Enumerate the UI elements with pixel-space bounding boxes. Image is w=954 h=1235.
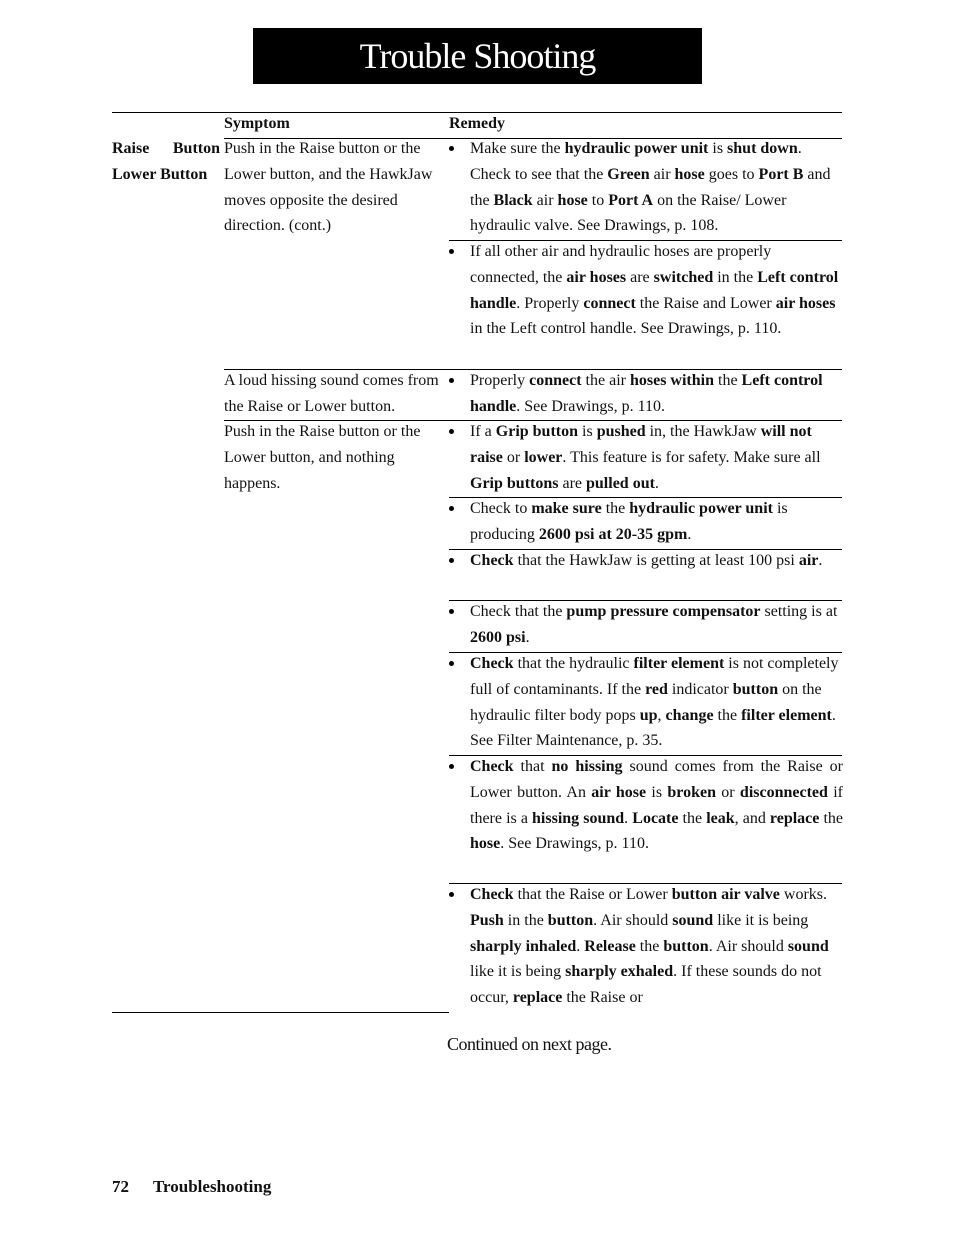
remedy-item [449, 368, 843, 420]
remedy-run-text: is [646, 783, 668, 801]
remedy-item [449, 548, 843, 574]
bullet-icon [449, 136, 463, 162]
remedy-run-text: that [513, 758, 552, 775]
remedy-bold-text: Check [470, 655, 514, 672]
footer-section: Troubleshooting [152, 1177, 272, 1196]
remedy-bold-text: sound [787, 937, 829, 955]
row-label [112, 136, 220, 188]
remedy-run-text: . See Drawings, p. 110. [516, 397, 665, 415]
remedy-run-text: that the Raise or Lower [513, 886, 672, 903]
remedy-run-text: in the Left control handle. See Drawings, p. 110. [470, 320, 782, 338]
remedy-bold-text: button [663, 937, 709, 955]
remedy-run-text: the [819, 809, 844, 827]
bullet-icon [449, 754, 463, 780]
remedy-bold-text: Grip button [495, 423, 579, 440]
remedy-run-text: setting is at [760, 603, 838, 620]
remedy-bold-text: red [645, 680, 668, 698]
remedy-bold-text: Left control handle [470, 372, 823, 415]
remedy-text [470, 496, 843, 548]
remedy-bold-text: air hose [591, 783, 647, 801]
remedy-run-text: air [649, 165, 675, 183]
remedy-text [470, 651, 843, 754]
remedy-run-text: . If these sounds do not occur, [470, 963, 822, 1007]
remedy-bold-text: Push [470, 911, 504, 929]
remedy-bold-text: 2600 psi [470, 628, 526, 646]
remedy-text [470, 239, 843, 342]
remedy-run-text: Make sure the [470, 140, 565, 157]
remedy-run-text: in the [713, 268, 758, 286]
remedy-bold-text: air hoses [566, 268, 627, 286]
remedy-bold-text: leak [706, 809, 735, 827]
remedy-run-text: that the HawkJaw is getting at least 100 psi [513, 552, 799, 569]
remedy-run-text: or [715, 783, 740, 801]
remedy-run-text: . [525, 628, 530, 646]
symptom-2: A loud hissing sound comes from the Raise or Lower button. [224, 372, 439, 415]
remedy-run-text: the [601, 500, 630, 517]
remedy-run-text: that the hydraulic [513, 655, 634, 672]
remedy-bold-text: Port B [758, 165, 804, 183]
remedy-bold-text: connect [529, 372, 582, 389]
remedy-bold-text: Black [493, 191, 533, 209]
remedy-run-text: . [576, 937, 585, 955]
remedy-run-text: . [654, 474, 659, 492]
symptom-3: Push in the Raise button or the Lower button, and nothing happens. [224, 423, 421, 492]
remedy-item [449, 651, 843, 754]
remedy-run-text: air [532, 191, 558, 209]
remedy-run-text: . See Drawings, p. 110. [500, 835, 649, 853]
remedy-run-text: Check to [470, 500, 532, 517]
remedy-bold-text: pushed [596, 423, 646, 440]
column-header-symptom: Symptom [224, 115, 290, 132]
remedy-bold-text: Port A [608, 191, 654, 209]
remedy-run-text: . Check to see that the [470, 140, 802, 183]
remedy-run-text: . Air should [593, 911, 673, 929]
remedy-run-text: goes to [704, 165, 759, 183]
remedy-bold-text: sharply exhaled [565, 963, 674, 981]
remedy-run-text: indicator [667, 680, 733, 698]
row-label-raise-button: Raise Button [112, 140, 220, 157]
remedy-run-text: the Raise and Lower [635, 294, 776, 312]
remedy-run-text: in, the HawkJaw [645, 423, 761, 440]
remedy-run-text: the air [581, 372, 630, 389]
remedy-bold-text: hydraulic power unit [629, 500, 773, 517]
remedy-run-text: the [713, 706, 742, 724]
remedy-bold-text: replace [769, 809, 820, 827]
remedy-text [470, 136, 843, 239]
remedy-bold-text: switched [653, 268, 714, 286]
remedy-run-text: are [558, 474, 586, 492]
remedy-bold-text: Release [584, 937, 636, 955]
remedy-run-text: . See Filter Maintenance, p. 35. [470, 706, 836, 750]
remedy-bold-text: button air valve [671, 886, 780, 903]
bullet-icon [449, 599, 463, 625]
remedy-bold-text: hose [557, 191, 588, 209]
remedy-run-text: is not completely full of contaminants. If the [470, 655, 839, 698]
remedy-bold-text: button [732, 680, 779, 698]
bullet-icon [449, 548, 463, 574]
remedy-run-text: to [587, 191, 609, 209]
remedy-run-text: like it is being [713, 911, 809, 929]
remedy-bold-text: filter element [741, 706, 832, 724]
remedy-bold-text: air hoses [775, 294, 836, 312]
remedy-run-text: is [578, 423, 597, 440]
remedy-bold-text: hose [674, 165, 705, 183]
remedy-run-text: . [818, 552, 823, 569]
remedy-run-text: , and [734, 809, 770, 827]
remedy-run-text: is [708, 140, 728, 157]
symptom-1: Push in the Raise button or the Lower button, and the HawkJaw moves opposite the desired direction. (cont.) [224, 140, 433, 235]
page-title: Trouble Shooting [359, 36, 596, 76]
page-title-banner [253, 28, 702, 84]
remedy-run-text: . [687, 525, 692, 543]
remedy-run-text: the Raise or [562, 989, 643, 1007]
remedy-bold-text: lower [524, 448, 563, 466]
remedy-text [470, 548, 843, 574]
page-footer [112, 1177, 271, 1197]
remedy-run-text: or [502, 448, 525, 466]
remedy-run-text: . Air should [708, 937, 788, 955]
remedy-bold-text: Check [470, 552, 514, 569]
remedy-bold-text: no hissing [551, 758, 623, 775]
remedy-text [470, 882, 843, 1011]
remedy-run-text: the [714, 372, 742, 389]
remedy-bold-text: shut down [727, 140, 798, 157]
remedy-bold-text: Locate [632, 809, 679, 827]
remedy-text [470, 368, 843, 420]
remedy-bold-text: change [665, 706, 714, 724]
remedy-run-text: If a [470, 423, 496, 440]
bullet-icon [449, 882, 463, 908]
remedy-text [470, 599, 843, 651]
remedy-bold-text: Check [470, 758, 514, 775]
remedy-bold-text: filter element [633, 655, 725, 672]
remedy-run-text: the [678, 809, 707, 827]
continued-note: Continued on next page. [447, 1034, 612, 1054]
bullet-icon [449, 368, 463, 394]
remedy-bold-text: will not raise [470, 423, 812, 466]
remedy-item [449, 882, 843, 1011]
remedy-bold-text: sharply inhaled [470, 937, 577, 955]
bullet-icon [449, 496, 463, 522]
remedy-run-text: . [624, 809, 633, 827]
remedy-bold-text: Left control handle [470, 268, 839, 312]
page-number: 72 [112, 1177, 129, 1196]
remedy-run-text: and the [470, 165, 831, 209]
remedy-item [449, 496, 843, 548]
row-label-lower-button: Lower Button [112, 165, 208, 183]
remedy-bold-text: button [547, 911, 594, 929]
remedy-bold-text: sound [672, 911, 714, 929]
bullet-icon [449, 651, 463, 677]
remedy-run-text: works. [779, 886, 827, 903]
remedy-bold-text: connect [583, 294, 636, 312]
remedy-bold-text: make sure [531, 500, 602, 517]
remedy-run-text: . This feature is for safety. Make sure all [562, 448, 821, 466]
table-top-rule [112, 112, 842, 113]
remedy-bold-text: up [639, 706, 658, 724]
remedy-item [449, 754, 843, 857]
column-header-remedy: Remedy [449, 115, 505, 132]
remedy-text [470, 419, 843, 496]
remedy-bold-text: air [798, 552, 819, 569]
bullet-icon [449, 419, 463, 445]
remedy-item [449, 136, 843, 239]
remedy-run-text: in the [503, 911, 548, 929]
remedy-run-text: on the Raise/ Lower hydraulic valve. See Drawings, p. 108. [470, 191, 787, 235]
remedy-run-text: on the hydraulic filter body pops [470, 680, 822, 724]
remedy-bold-text: hoses within [629, 372, 714, 389]
remedy-bold-text: hissing sound [532, 809, 625, 827]
remedy-run-text: if there is a [470, 783, 844, 827]
table-bottom-rule [112, 1012, 449, 1013]
remedy-run-text: sound comes from the Raise or Lower button. An [470, 758, 844, 801]
remedy-bold-text: disconnected [739, 783, 828, 801]
remedy-item [449, 239, 843, 342]
remedy-run-text: Check that the [470, 603, 567, 620]
remedy-bold-text: replace [512, 989, 563, 1007]
remedy-bold-text: broken [667, 783, 716, 801]
remedy-run-text: If all other air and hydraulic hoses are properly connected, the [470, 243, 772, 286]
remedy-run-text: the [635, 937, 664, 955]
remedy-item [449, 599, 843, 651]
remedy-item [449, 419, 843, 496]
remedy-bold-text: Grip buttons [470, 474, 559, 492]
bullet-icon [449, 239, 463, 265]
remedy-bold-text: 2600 psi at 20-35 gpm [538, 525, 688, 543]
remedy-bold-text: pulled out [586, 474, 655, 492]
remedy-run-text: Properly [470, 372, 530, 389]
remedy-bold-text: Green [607, 165, 650, 183]
remedy-bold-text: hose [470, 835, 501, 853]
remedy-run-text: like it is being [470, 963, 566, 981]
remedy-run-text: are [626, 268, 654, 286]
remedy-bold-text: pump pressure compensator [566, 603, 761, 620]
remedy-bold-text: hydraulic power unit [564, 140, 709, 157]
remedy-run-text: , [657, 706, 666, 724]
remedy-run-text: is producing [470, 500, 788, 543]
remedy-run-text: . Properly [516, 294, 584, 312]
remedy-text [470, 754, 843, 857]
remedy-bold-text: Check [470, 886, 514, 903]
